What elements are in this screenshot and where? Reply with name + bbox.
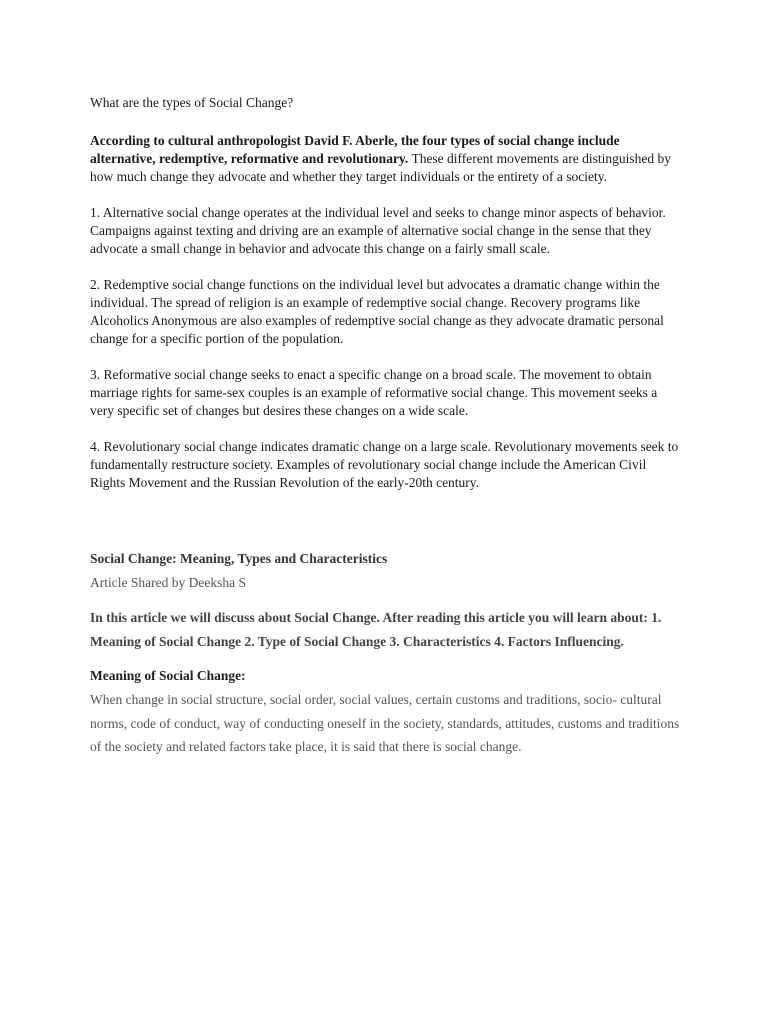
question-title: What are the types of Social Change? (90, 95, 294, 110)
section-body: When change in social structure, social order, social values, certain customs and traditions, socio- cultural norms, code of conduct, way of conducting oneself in the society, standards, attitudes, customs and traditions of the society and related factors take place, it is said that there is social change. (90, 692, 680, 754)
section-spacer (90, 510, 680, 550)
intro-paragraph (90, 132, 680, 186)
document-page (90, 94, 680, 759)
article-intro: In this article we will discuss about Social Change. After reading this article you will learn about: 1. Meaning of Social Change 2. Type of Social Change 3. Characteristics 4. Factors Influencing. (90, 610, 662, 649)
article-byline: Article Shared by Deeksha S (90, 575, 246, 590)
section-heading: Meaning of Social Change: (90, 668, 246, 683)
type-paragraph-redemptive: 2. Redemptive social change functions on the individual level but advocates a dramatic change within the individual. The spread of religion is an example of redemptive social change. Recovery programs like Alcoholics Anonymous are also examples of redemptive social change as they advocate dramatic personal change for a specific portion of the population. (90, 277, 664, 346)
type-paragraph-revolutionary: 4. Revolutionary social change indicates dramatic change on a large scale. Revolutionary movements seek to fundamentally restructure society. Examples of revolutionary social change include the American Civil Rights Movement and the Russian Revolution of the early-20th century. (90, 439, 679, 490)
type-paragraph-reformative: 3. Reformative social change seeks to enact a specific change on a broad scale. The movement to obtain marriage rights for same-sex couples is an example of reformative social change. This movement seeks a very specific set of changes but desires these changes on a wide scale. (90, 367, 658, 418)
article-title: Social Change: Meaning, Types and Characteristics (90, 551, 388, 566)
intro-regular-text: These different movements are distinguished by how much change they advocate and whether they target individuals or the entirety of a society. (90, 151, 672, 184)
type-paragraph-alternative: 1. Alternative social change operates at the individual level and seeks to change minor aspects of behavior. Campaigns against texting and driving are an example of alternative social change in the sense that they advocate a small change in behavior and advocate this change on a fairly small scale. (90, 205, 666, 256)
intro-bold-text: According to cultural anthropologist David F. Aberle, the four types of social change include alternative, redemptive, reformative and revolutionary. (90, 133, 620, 166)
